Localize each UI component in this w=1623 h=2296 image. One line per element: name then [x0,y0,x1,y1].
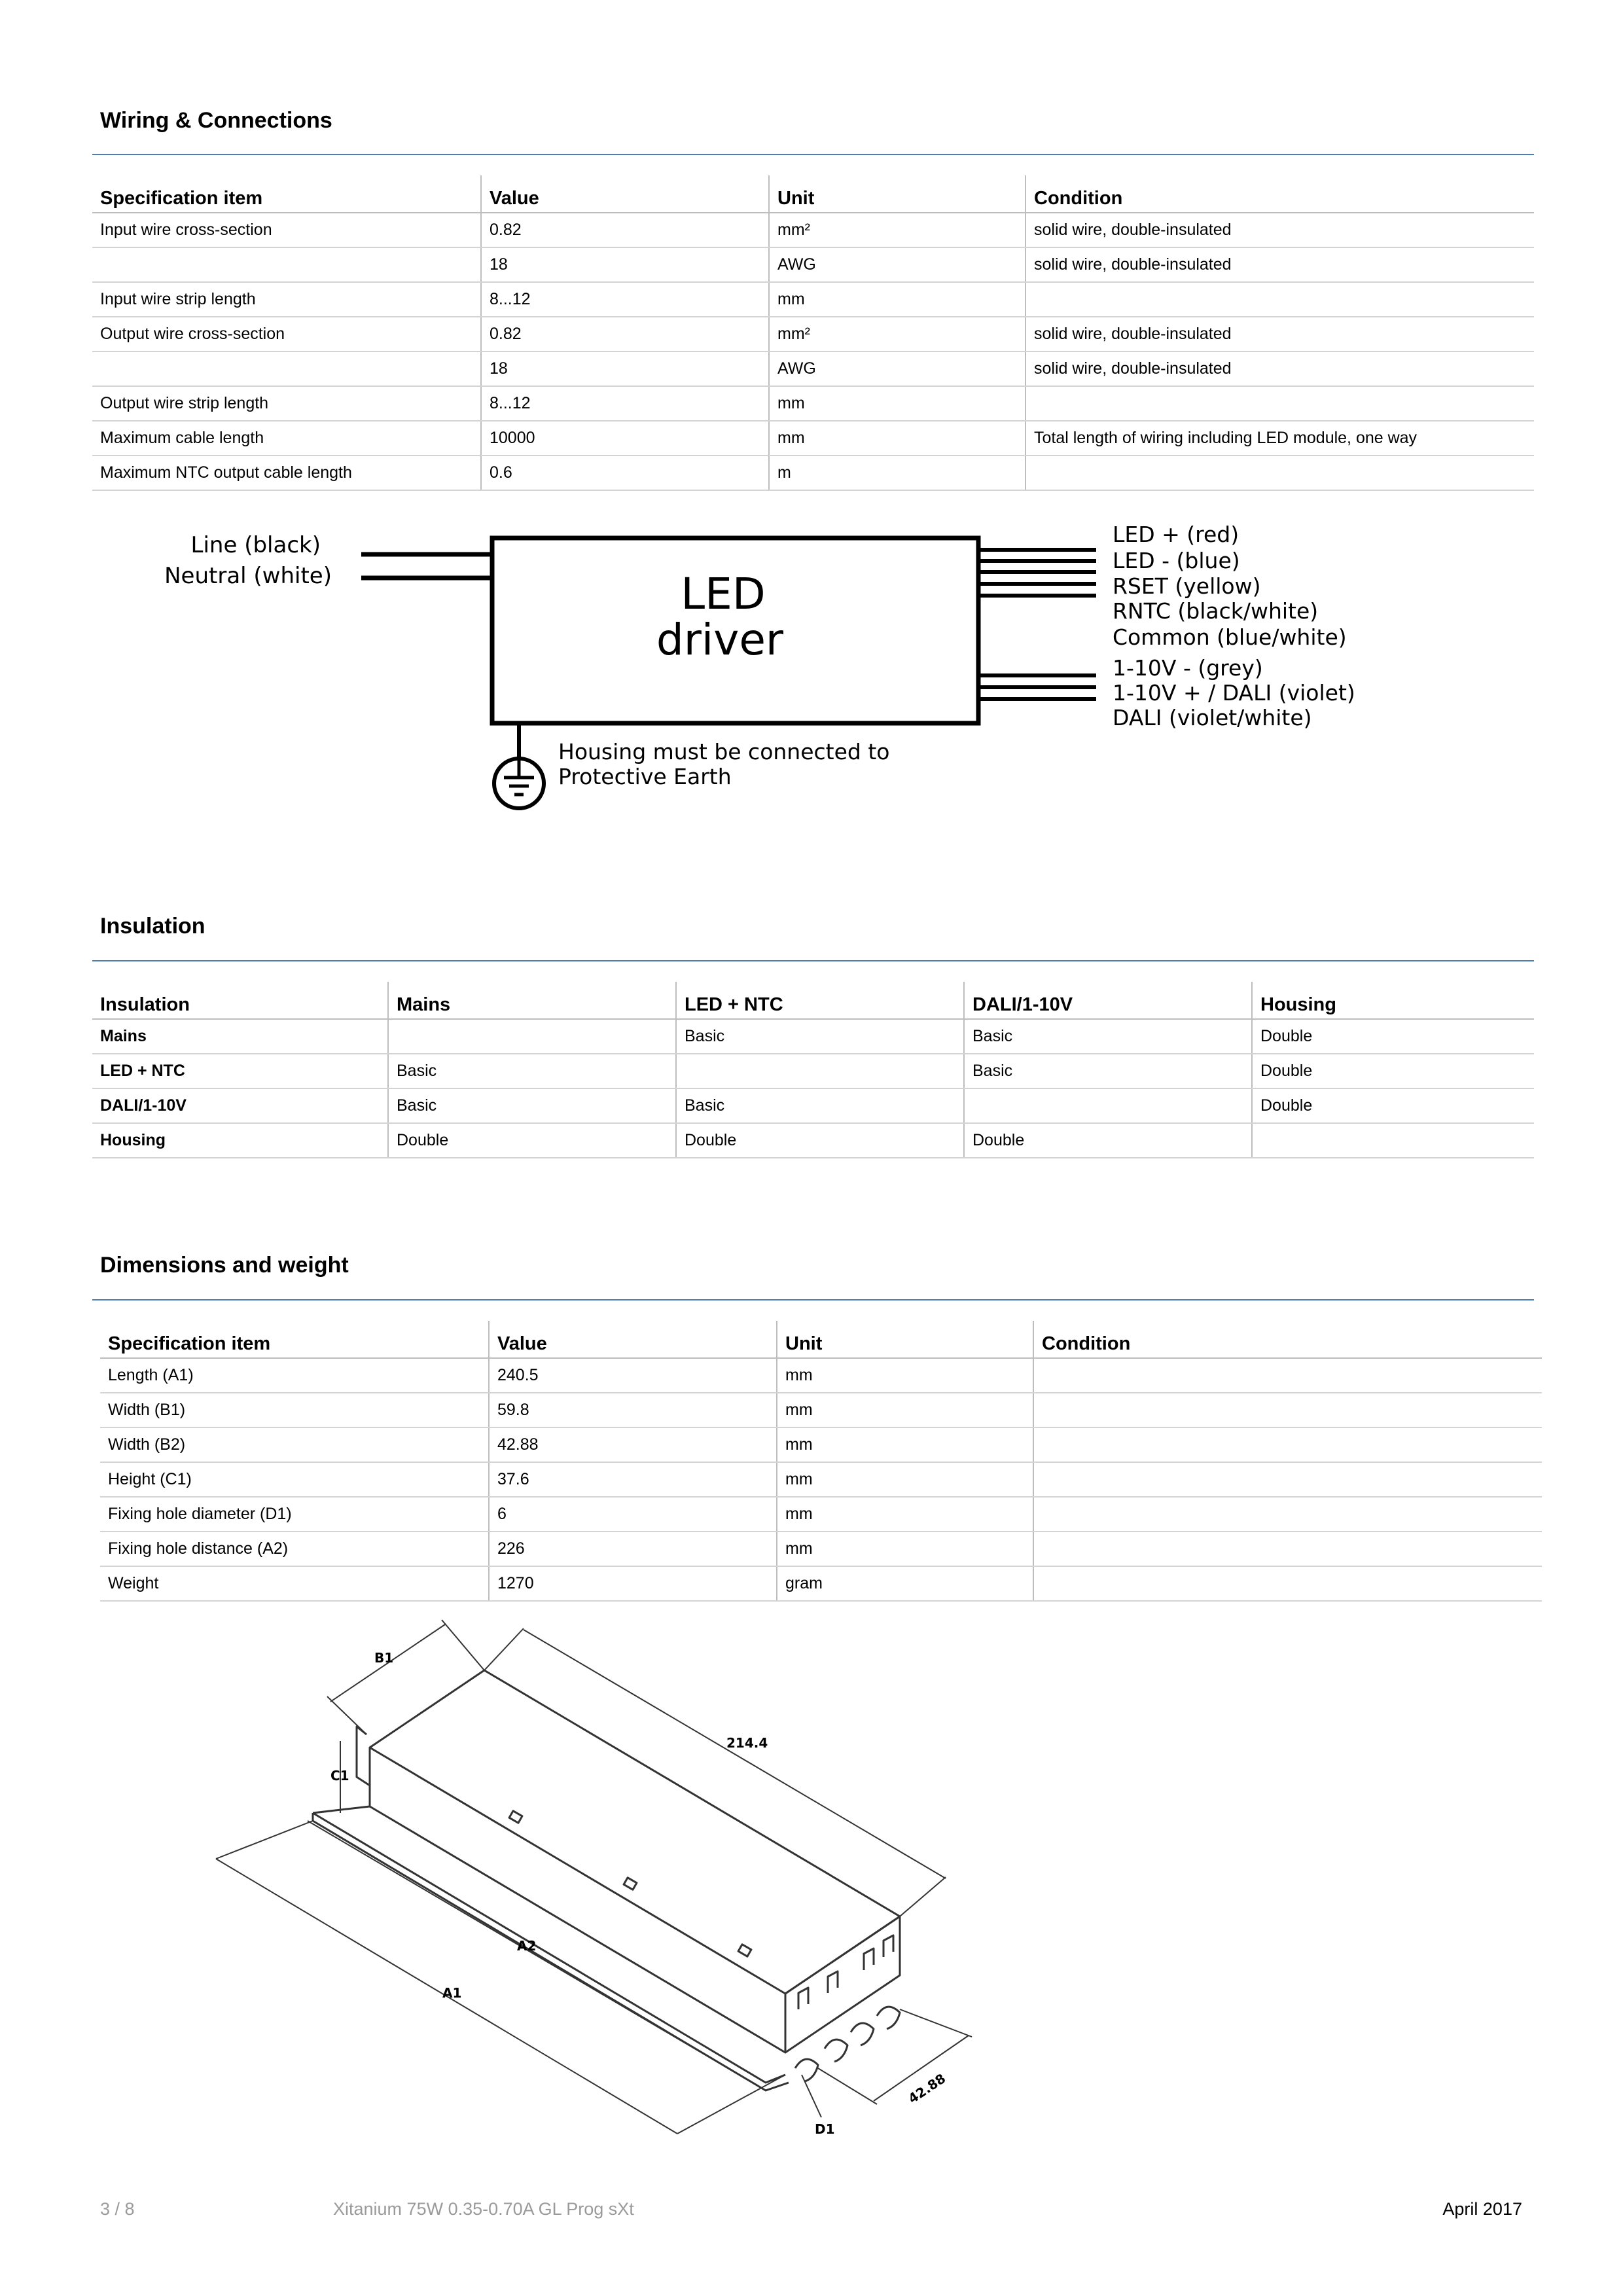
table-cell: Double [1252,1054,1534,1088]
table-cell [92,247,481,282]
protective-earth-icon [494,759,544,808]
table-cell: 37.6 [489,1462,777,1497]
table-cell: Basic [388,1088,676,1123]
side-slot [624,1878,637,1890]
output-label-1-10v-plus-dali: 1-10V + / DALI (violet) [1113,680,1355,706]
header-cell: Value [481,175,769,213]
table-cell: 6 [489,1497,777,1532]
top-length-dimension-line [524,1630,946,1878]
table-cell [1026,456,1534,490]
header-cell: Condition [1026,175,1534,213]
table-row [100,1532,1542,1566]
header-cell: Unit [777,1321,1033,1358]
table-row [92,421,1534,456]
mounting-flange [313,1806,789,2090]
insulation-section-title: Insulation [100,914,205,939]
insulation-table-header [92,982,1534,1019]
table-cell: Basic [676,1019,964,1054]
dimensions-section-title: Dimensions and weight [100,1253,349,1278]
footer-date: April 2017 [1442,2199,1522,2219]
table-row [92,1123,1534,1158]
table-cell: mm [777,1497,1033,1532]
header-cell: Value [489,1321,777,1358]
table-cell: mm [769,386,1026,421]
table-cell: solid wire, double-insulated [1026,247,1534,282]
table-cell: Width (B1) [100,1393,489,1427]
table-cell: 0.82 [481,317,769,351]
table-cell: Fixing hole distance (A2) [100,1532,489,1566]
header-cell: Mains [388,982,676,1019]
table-row [100,1427,1542,1462]
table-cell: Weight [100,1566,489,1601]
label-top-length: 214.4 [726,1735,768,1751]
table-cell [92,351,481,386]
table-row [92,456,1534,490]
label-a2: A2 [517,1938,537,1954]
row-header-cell: Housing [92,1123,388,1158]
mounting-flange-left [357,1727,370,1785]
dimension-drawing [0,1617,1623,2179]
table-row [92,386,1534,421]
housing-end-face [785,1916,900,2053]
wiring-diagram [0,497,1623,838]
label-end-width: 42.88 [905,2070,949,2107]
table-cell: 8...12 [481,386,769,421]
wiring-section-rule [92,154,1534,155]
table-cell [1026,282,1534,317]
table-cell: Double [676,1123,964,1158]
table-cell: Width (B2) [100,1427,489,1462]
table-cell: 42.88 [489,1427,777,1462]
header-cell: DALI/1-10V [964,982,1252,1019]
dimensions-table [100,1321,1542,1602]
wiring-section-title: Wiring & Connections [100,108,332,133]
table-cell: mm [769,282,1026,317]
input-label-line: Line (black) [190,532,321,558]
header-cell: Specification item [100,1321,489,1358]
dimensions-section-rule [92,1299,1534,1300]
table-row [100,1462,1542,1497]
earth-note-line1: Housing must be connected to [558,739,890,764]
row-header-cell: LED + NTC [92,1054,388,1088]
side-slot [738,1945,751,1956]
table-cell [1026,386,1534,421]
table-cell: AWG [769,351,1026,386]
led-driver-label-line1: LED [681,569,766,619]
header-cell: Housing [1252,982,1534,1019]
table-cell: 18 [481,247,769,282]
housing-front-face [370,1748,785,2053]
table-cell: 18 [481,351,769,386]
output-label-common: Common (blue/white) [1113,624,1347,650]
table-cell: mm [777,1427,1033,1462]
table-cell: solid wire, double-insulated [1026,213,1534,247]
table-cell: Basic [964,1054,1252,1088]
footer-page-number: 3 / 8 [100,2199,135,2219]
table-cell: 1270 [489,1566,777,1601]
table-cell: mm [769,421,1026,456]
fixing-slot [795,2007,900,2081]
row-header-cell: Mains [92,1019,388,1054]
table-cell: mm [777,1532,1033,1566]
output-label-1-10v-minus: 1-10V - (grey) [1113,655,1263,681]
table-cell: Basic [676,1088,964,1123]
table-cell [964,1088,1252,1123]
table-cell: 226 [489,1532,777,1566]
insulation-section-rule [92,960,1534,961]
table-cell: Height (C1) [100,1462,489,1497]
table-cell: Input wire cross-section [92,213,481,247]
table-cell: Double [388,1123,676,1158]
table-row [92,213,1534,247]
output-label-rset: RSET (yellow) [1113,573,1261,599]
table-cell: Double [964,1123,1252,1158]
label-c1: C1 [330,1768,349,1784]
dimensions-table-header [100,1321,1542,1358]
table-cell: Input wire strip length [92,282,481,317]
table-cell: solid wire, double-insulated [1026,317,1534,351]
table-cell: solid wire, double-insulated [1026,351,1534,386]
table-cell [1033,1393,1542,1427]
table-row [92,247,1534,282]
table-cell: Basic [964,1019,1252,1054]
table-cell: mm [777,1462,1033,1497]
table-cell: 0.6 [481,456,769,490]
earth-note-line2: Protective Earth [558,764,732,789]
table-row [100,1497,1542,1532]
table-row [100,1566,1542,1601]
table-cell: gram [777,1566,1033,1601]
table-cell: mm² [769,317,1026,351]
table-cell: mm [777,1393,1033,1427]
table-cell [1033,1532,1542,1566]
table-cell: 0.82 [481,213,769,247]
label-d1: D1 [815,2121,835,2137]
header-cell: Condition [1033,1321,1542,1358]
table-cell: 10000 [481,421,769,456]
housing-top-face [370,1670,900,1994]
row-header-cell: DALI/1-10V [92,1088,388,1123]
table-cell: 59.8 [489,1393,777,1427]
header-cell: LED + NTC [676,982,964,1019]
table-cell: Double [1252,1088,1534,1123]
header-cell: Unit [769,175,1026,213]
led-driver-label-line2: driver [656,615,784,665]
table-cell [1033,1497,1542,1532]
table-row [92,1019,1534,1054]
table-cell: Fixing hole diameter (D1) [100,1497,489,1532]
output-label-dali: DALI (violet/white) [1113,705,1312,730]
table-cell [676,1054,964,1088]
table-row [92,317,1534,351]
output-label-rntc: RNTC (black/white) [1113,598,1319,624]
side-slot [509,1811,522,1823]
table-row [92,351,1534,386]
d1-leader [802,2075,821,2117]
table-cell: Maximum cable length [92,421,481,456]
label-a1: A1 [442,1985,462,2001]
table-cell: Double [1252,1019,1534,1054]
table-cell [1252,1123,1534,1158]
table-cell [1033,1427,1542,1462]
table-cell: 240.5 [489,1358,777,1393]
table-cell: Output wire strip length [92,386,481,421]
table-row [92,282,1534,317]
wiring-table-header [92,175,1534,213]
header-cell: Insulation [92,982,388,1019]
table-row [92,1088,1534,1123]
table-row [100,1393,1542,1427]
input-label-neutral: Neutral (white) [164,563,332,589]
header-cell: Specification item [92,175,481,213]
table-cell: Maximum NTC output cable length [92,456,481,490]
table-cell: 8...12 [481,282,769,317]
output-label-led-minus: LED - (blue) [1113,548,1240,573]
table-cell [1033,1462,1542,1497]
table-row [92,1054,1534,1088]
wiring-table [92,175,1534,491]
label-b1: B1 [374,1650,394,1666]
table-cell: m [769,456,1026,490]
table-cell: mm² [769,213,1026,247]
end-tabs [798,1935,893,2009]
table-cell [388,1019,676,1054]
output-label-led-plus: LED + (red) [1113,522,1240,547]
table-cell [1033,1566,1542,1601]
table-cell: Total length of wiring including LED module, one way [1026,421,1534,456]
table-cell: AWG [769,247,1026,282]
footer-product-name: Xitanium 75W 0.35-0.70A GL Prog sXt [333,2199,634,2219]
insulation-table [92,982,1534,1158]
table-cell: Basic [388,1054,676,1088]
table-row [100,1358,1542,1393]
table-cell: mm [777,1358,1033,1393]
table-cell: Output wire cross-section [92,317,481,351]
table-cell [1033,1358,1542,1393]
table-cell: Length (A1) [100,1358,489,1393]
